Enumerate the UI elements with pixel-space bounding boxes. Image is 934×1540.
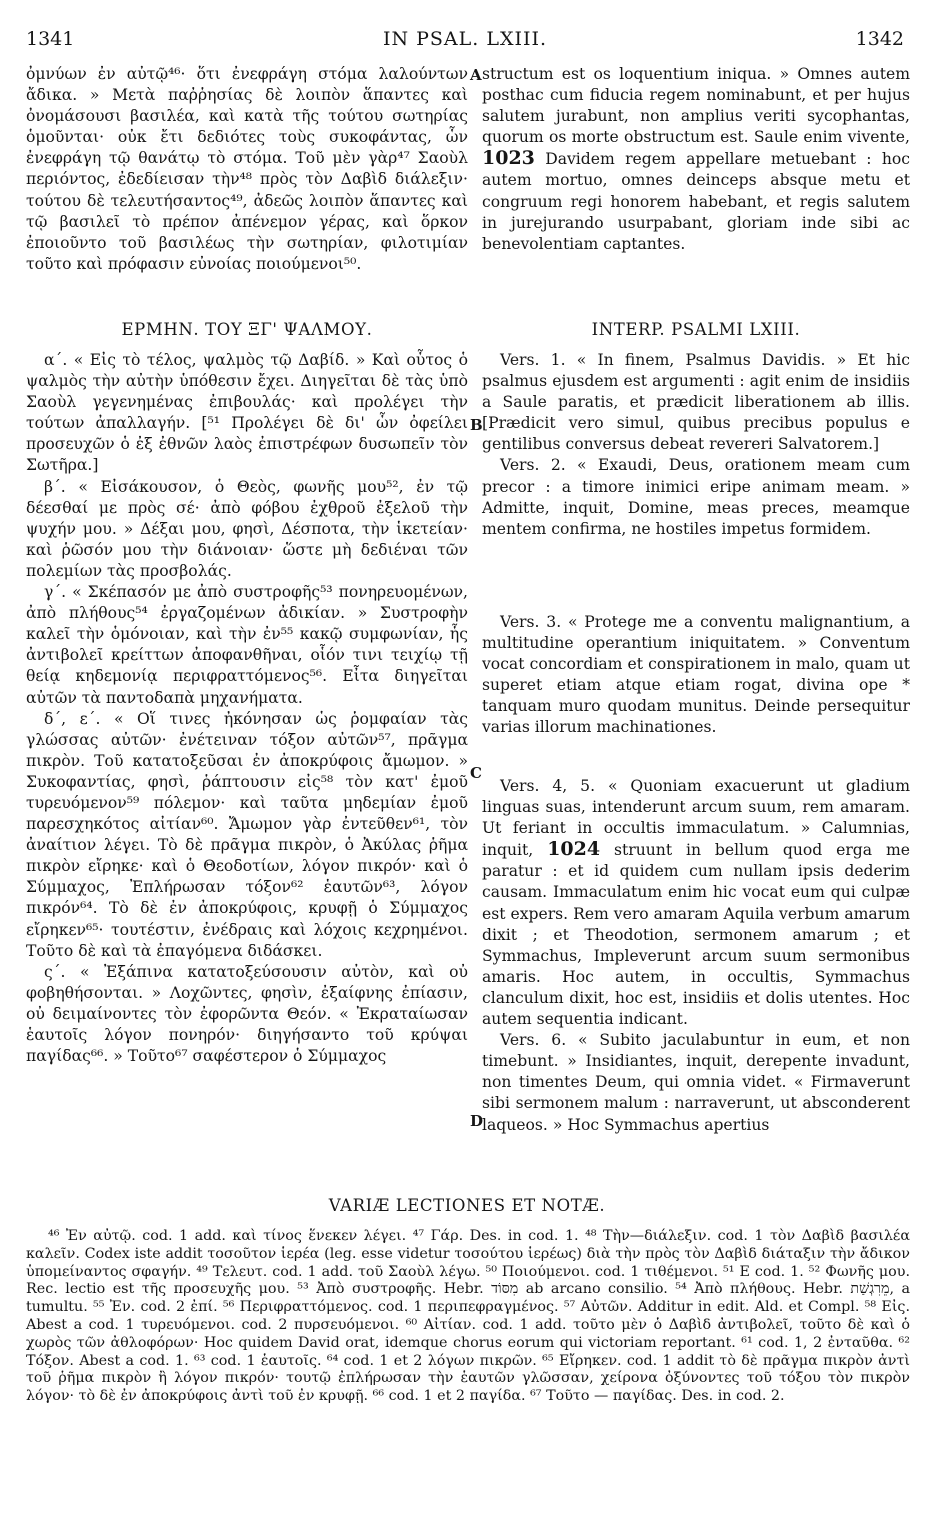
latin-top-text-b: Davidem regem appellare metuebant : hoc autem mortuo, omnes deinceps absque metu et congruum regi honorem habebant, et regis salutem in jurejurando usurpabant, gloriam inde sibi ac benevolentiam captantes. [482, 150, 910, 253]
margin-letter-b: B [470, 416, 483, 434]
latin-top-column [482, 64, 910, 255]
greek-top-column [26, 64, 468, 275]
greek-commentary [26, 350, 468, 1067]
latin-commentary-b [482, 612, 910, 739]
latin-verse-3: Vers. 3. « Protege me a conventu malignantium, a multitudine operantium iniquitatem. » Conventum vocat concordiam et conspirationem in malo, quam ut superet etiam atque etiam rogat, divina ope * tanquam muro quodam munitus. Deinde persequitur varias illorum machinationes. [482, 613, 910, 737]
greek-section-title: ΕΡΜΗΝ. ΤΟΥ ΞΓ' ΨΑΛΜΟΥ. [121, 320, 373, 339]
greek-verse-1: α΄. « Εἰς τὸ τέλος, ψαλμὸς τῷ Δαβίδ. » Καὶ οὗτος ὁ ψαλμὸς τὴν αὐτὴν ὑπόθεσιν ἔχει. Διηγεῖται δὲ τὰς ὑπὸ Σαοὺλ γεγενημένας ἐπιβουλάς· καὶ προλέγει τὴν τούτων ἀπαλλαγήν. [⁵¹ Προλέγει δὲ δι' ὧν ὀφείλει προσευχῶν ὁ ἐξ ἐθνῶν λαὸς ἐπιστρέφων δυσωπεῖν τὸν Σωτῆρα.] [26, 351, 468, 475]
greek-top-text: ὀμνύων ἐν αὐτῷ⁴⁶· ὅτι ἐνεφράγη στόμα λαλούντων ἄδικα. » Μετὰ παῤῥησίας δὲ λοιπὸν ἅπαντες καὶ ὀνομάσουσι βασιλέα, καὶ κατὰ τῆς τούτου σωτηρίας ὁμοῦνται· οὐκ ἔτι δεδιότες τοὺς συκοφάντας, ὧν ἐνεφράγη τῷ θανάτῳ τὸ στόμα. Τοῦ μὲν γὰρ⁴⁷ Σαοὺλ περιόντος, ἐδεδίεισαν τὴν⁴⁸ πρὸς τὸν Δαβὶδ διάλεξιν· τούτου δὲ τελευτήσαντος⁴⁹, ἀδεῶς λοιπὸν ἅπαντες καὶ τῷ βασιλεῖ τὸ πρέπον ἀπένεμον γέρας, καὶ ὅρκον ἐποιοῦντο τοῦ βασιλέως τὴν σωτηρίαν, φιλοτιμίαν τοῦτο καὶ πρόφασιν εὐνοίας ποιούμενοι⁵⁰. [26, 65, 468, 273]
greek-verse-6: ς΄. « Ἐξάπινα κατατοξεύσουσιν αὐτὸν, καὶ οὐ φοβηθήσονται. » Λοχῶντες, φησὶν, ἐξαίφνης ἐπίασιν, οὐ δειμαίνοντες τὸν ἐφορῶντα Θεόν. « Ἐκραταίωσαν ἑαυτοῖς λόγον πονηρόν· διηγήσαντο τοῦ κρύψαι παγίδας⁶⁶. » Τοῦτο⁶⁷ σαφέστερον ὁ Σύμμαχος [26, 962, 468, 1066]
latin-commentary-c [482, 776, 910, 1136]
latin-verse-4-5 [482, 776, 910, 1030]
margin-letter-c: C [470, 764, 482, 782]
greek-verse-4-5: δ΄, ε΄. « Οἵ τινες ἠκόνησαν ὡς ῥομφαίαν τὰς γλώσσας αὐτῶν· ἐνέτειναν τόξον αὐτῶν⁵⁷, πρᾶγμα πικρὸν. Τοῦ κατατοξεῦσαι ἐν ἀποκρύφοις ἄμωμον. » Συκοφαντίας, φησὶ, ῥάπτουσιν εἰς⁵⁸ τὸν κατ' ἐμοῦ τυρευόμενον⁵⁹ πόλεμον· καὶ ταῦτα μηδεμίαν ἐμοῦ παρεσχηκότος αἰτίαν⁶⁰. Ἄμωμον γὰρ ἐντεῦθεν⁶¹, τὸν ἀναίτιον λέγει. Τὸ δὲ πρᾶγμα πικρὸν, ὁ Ἀκύλας ῥῆμα πικρὸν εἴρηκε· καὶ ὁ Θεοδοτίων, λόγον πικρόν· καὶ ὁ Σύμμαχος, Ἐπλήρωσαν τόξον⁶² ἑαυτῶν⁶³, λόγον πικρόν⁶⁴. Τὸ δὲ ἐν ἀποκρύφοις, κρυφῇ ὁ Σύμμαχος εἴρηκεν⁶⁵· τουτέστιν, ἐνέδραις καὶ λόχοις κεχρημένοι. Τοῦτο δὲ καὶ τὰ ἐπαγόμενα διδάσκει. [26, 709, 468, 960]
latin-verse-4-5-a: Vers. 4, 5. « Quoniam exacuerunt ut gladium linguas suas, intenderunt arcum suum, rem amaram. Ut feriant in occultis immaculatum. » Calumnias, inquit, [482, 777, 910, 860]
greek-verse-2: β΄. « Εἰσάκουσον, ὁ Θεὸς, φωνῆς μου⁵², ἐν τῷ δέεσθαί με πρὸς σέ· ἀπὸ φόβου ἐχθροῦ ἐξελοῦ τὴν ψυχήν μου. » Δέξαι μου, φησὶ, Δέσποτα, τὴν ἱκετείαν· καὶ ῥῶσόν μου τὴν διάνοιαν· ὥστε μὴ δεδιέναι τῶν πολεμίων τὰς προσβολάς. [26, 477, 468, 580]
latin-verse-6: Vers. 6. « Subito jaculabuntur in eum, et non timebunt. » Insidiantes, inquit, derepente invadunt, non timentes Deum, qui omnia videt. « Firmaverunt sibi sermonem malum : narraverunt, ut absconderent laqueos. » Hoc Symmachus apertius [482, 1031, 910, 1134]
column-number-2: 1024 [547, 838, 601, 861]
latin-commentary-a [482, 350, 910, 540]
running-title: IN PSAL. LXIII. [382, 28, 548, 50]
latin-top-text-a: structum est os loquentium iniqua. » Omnes autem posthac cum fiducia regem nominabunt, et per hujus salutem jurabunt, non amplius veriti sycophantas, quorum os morte obstructum est. Saule enim vivente, [482, 65, 910, 147]
variant-readings-notes [26, 1228, 910, 1406]
latin-verse-2: Vers. 2. « Exaudi, Deus, orationem meam cum precor : a timore inimici eripe animam meam. » Admitte, inquit, Domine, meas preces, meamque mentem confirma, ne hostiles impetus formidem. [482, 456, 910, 538]
column-number: 1023 [482, 147, 535, 170]
latin-section-title: INTERP. PSALMI LXIII. [591, 320, 801, 339]
page-number-left: 1341 [26, 28, 75, 50]
margin-letter-d: D [470, 1112, 484, 1130]
latin-verse-1: Vers. 1. « In finem, Psalmus Davidis. » Et hic psalmus ejusdem est argumenti : agit enim de insidiis a Saule paratis, et prædicit liberationem ab illis. [Prædicit vero simul, quibus precibus populus e gentilibus conversus debeat revereri Salvatorem.] [482, 351, 910, 454]
latin-top-text [482, 64, 910, 255]
notes-title: VARIÆ LECTIONES ET NOTÆ. [328, 1196, 606, 1215]
notes-text: ⁴⁶ Ἐν αὐτῷ. cod. 1 add. καὶ τίνος ἕνεκεν λέγει. ⁴⁷ Γάρ. Des. in cod. 1. ⁴⁸ Τὴν—διάλεξιν. cod. 1 τὸν Δαβὶδ βασιλέα καλεῖν. Codex iste addit τοσοῦτον ἱερέα (leg. esse videtur τοσούτου ἱερέως) διὰ τὴν πρὸς τὸν Δαβὶδ διάταξιν τὴν ἄδικον ὑπομείναντος σφαγήν. ⁴⁹ Τελευτ. cod. 1 add. τοῦ Σαοὺλ λέγω. ⁵⁰ Ποιούμενοι. cod. 1 τιθέμενοι. ⁵¹ E cod. 1. ⁵² Φωνῆς μου. Rec. lectio est τῆς προσευχῆς μου. ⁵³ Ἀπὸ συστροφῆς. Hebr. מִסּוֹד ab arcano consilio. ⁵⁴ Ἀπὸ πλήθους. Hebr. מֵרִגְשַׁת, a tumultu. ⁵⁵ Ἐν. cod. 2 ἐπί. ⁵⁶ Περιφραττόμενος. cod. 1 περιπεφραγμένος. ⁵⁷ Αὐτῶν. Additur in edit. Ald. et Compl. ⁵⁸ Εἰς. Abest a cod. 1 τυρευόμενοι. cod. 2 πυρσευόμενοι. ⁶⁰ Αἰτίαν. cod. 1 add. τοῦτο μὲν ὁ Δαβὶδ ἀντιβολεῖ, τοῦτο δὲ καὶ ὁ χωρὸς τῶν ἀθλοφόρων· Hoc quidem David orat, idemque chorus eorum qui victoriam reportant. ⁶¹ cod. 1, 2 ἐνταῦθα. ⁶² Τόξον. Abest a cod. 1. ⁶³ cod. 1 ἑαυτοῖς. ⁶⁴ cod. 1 et 2 λόγων πικρῶν. ⁶⁵ Εἴρηκεν. cod. 1 addit τὸ δὲ πρᾶγμα πικρὸν ἀντὶ τοῦ ῥῆμα πικρὸν ἢ λόγον πικρόν· τουτῷ ἐπλήρωσαν τὴν ἑαυτῶν γλῶσσαν, χείρονα ὀξύνοντες τοῦ τόξου τὸν πικρὸν λόγον· τὸ δὲ ἐν ἀποκρύφοις ἀντὶ τοῦ ἐν κρυφῇ. ⁶⁶ cod. 1 et 2 παγίδα. ⁶⁷ Τοῦτο — παγίδας. Des. in cod. 2. [26, 1228, 910, 1405]
margin-letter-a: A [470, 66, 482, 84]
page-number-right: 1342 [855, 28, 904, 50]
greek-verse-3: γ΄. « Σκέπασόν με ἀπὸ συστροφῆς⁵³ πονηρευομένων, ἀπὸ πλήθους⁵⁴ ἐργαζομένων ἀδικίαν. » Συστροφὴν καλεῖ τὴν ὁμόνοιαν, καὶ τὴν ἐν⁵⁵ κακῷ συμφωνίαν, ἧς ἀντιβολεῖ κρείττων ἀποφανθῆναι, οἷόν τινι τειχίῳ τῇ θείᾳ κηδεμονίᾳ περιφραττόμενος⁵⁶. Εἶτα διηγεῖται αὐτῶν τὰ παντοδαπὰ μηχανήματα. [26, 583, 468, 707]
page-header [26, 28, 904, 54]
latin-verse-4-5-b: struunt in bellum quod erga me paratur : et id quidem cum nullam ipsis dederim causam. Immaculatum enim hic vocat eum qui culpæ est expers. Rem vero amaram Aquila verbum amarum dixit ; et Theodotion, sermonem amarum ; et Symmachus, Impleverunt arcum suum sermonibus amaris. Hoc autem, in occultis, Symmachus clanculum dixit, hoc est, insidiis et dolis utentes. Hoc autem sequentia indicant. [482, 841, 910, 1029]
